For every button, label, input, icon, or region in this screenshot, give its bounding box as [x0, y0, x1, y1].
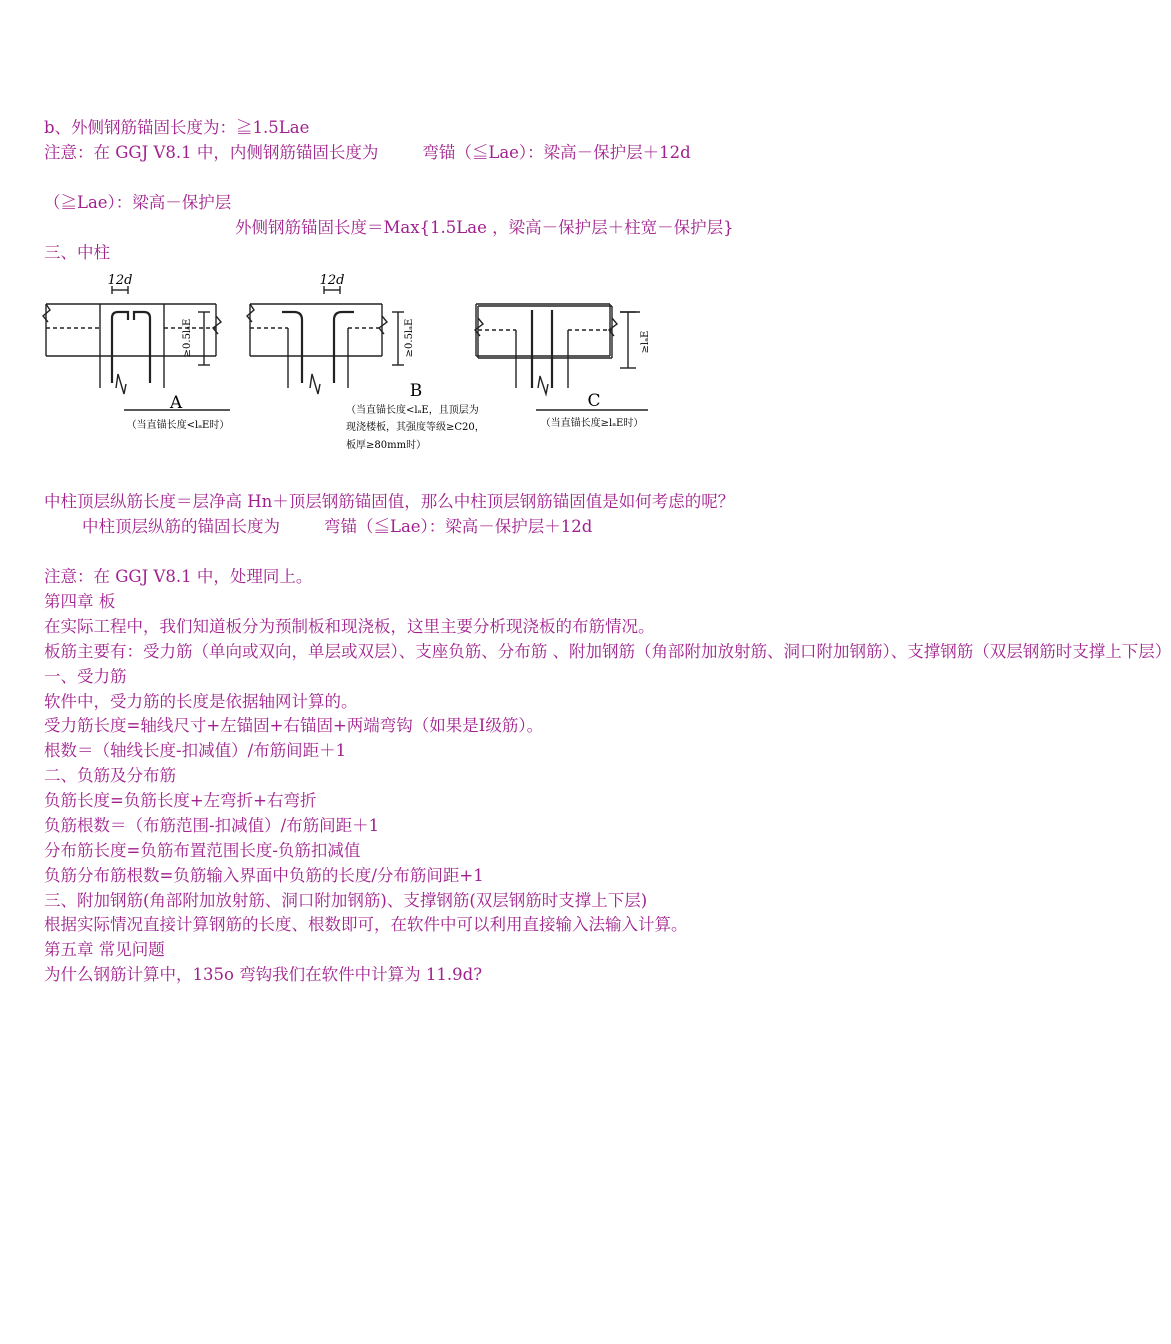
text-line: 外侧钢筋锚固长度＝Max{1.5Lae ，梁高－保护层＋柱宽－保护层}	[235, 218, 734, 237]
text-line: 负筋长度=负筋长度+左弯折+右弯折	[44, 791, 317, 810]
text-line: 软件中，受力筋的长度是依据轴网计算的。	[44, 692, 358, 711]
figure-a-label: A	[169, 393, 183, 413]
text-line: 受力筋长度=轴线尺寸+左锚固+右锚固+两端弯钩（如果是Ⅰ级筋）。	[44, 716, 544, 735]
text-line	[82, 515, 592, 540]
text-line: b、外侧钢筋锚固长度为：≧1.5Lae	[44, 118, 310, 137]
figure-a-dim: ≥0.5lₐE	[182, 318, 193, 358]
figure-a-caption: （当直锚长度<lₐE时）	[126, 420, 230, 431]
figure-b-dim: ≥0.5lₐE	[404, 318, 415, 358]
figure-b-caption-1: （当直锚长度<lₐE，且顶层为	[346, 405, 479, 416]
section-heading: 三、附加钢筋(角部附加放射筋、洞口附加钢筋)、支撑钢筋(双层钢筋时支撑上下层)	[44, 891, 648, 910]
column-anchorage-figure-labels	[40, 268, 485, 458]
figure-c-label: C	[587, 391, 601, 411]
figure-c-caption: （当直锚长度≥lₐE时）	[540, 418, 644, 429]
text-line: 在实际工程中，我们知道板分为预制板和现浇板，这里主要分析现浇板的布筋情况。	[44, 617, 655, 636]
text-span: 弯锚（≦Lae）：梁高－保护层＋12d	[324, 517, 593, 536]
chapter-heading: 第五章 常见问题	[44, 940, 165, 959]
text-line: 根据实际情况直接计算钢筋的长度、根数即可，在软件中可以利用直接输入法输入计算。	[44, 915, 688, 934]
text-span: 弯锚（≦Lae）：梁高－保护层＋12d	[422, 143, 691, 162]
figure-b-label: B	[409, 381, 423, 401]
text-line: 注意：在 GGJ V8.1 中，处理同上。	[44, 567, 313, 586]
section-heading: 三、中柱	[44, 243, 110, 262]
figure-c-dim: ≥lₐE	[640, 330, 651, 354]
figure-a-bend: 12d	[107, 273, 133, 288]
section-heading: 一、受力筋	[44, 667, 127, 686]
text-line: 为什么钢筋计算中，135o 弯钩我们在软件中计算为 11.9d?	[44, 965, 483, 984]
figure-b-caption-3: 板厚≥80mm时）	[346, 440, 427, 451]
text-line: 分布筋长度=负筋布置范围长度-负筋扣减值	[44, 841, 361, 860]
text-line: 根数＝（轴线长度-扣减值）/布筋间距＋1	[44, 741, 347, 760]
text-line: 负筋根数＝（布筋范围-扣减值）/布筋间距＋1	[44, 816, 380, 835]
text-line: 中柱顶层纵筋长度＝层净高 Hn＋顶层钢筋锚固值，那么中柱顶层钢筋锚固值是如何考虑的呢？	[44, 492, 735, 511]
text-line: （≧Lae）：梁高－保护层	[44, 193, 232, 212]
text-line	[44, 141, 691, 166]
text-span: 注意：在 GGJ V8.1 中，内侧钢筋锚固长度为	[44, 143, 379, 162]
text-line: 负筋分布筋根数=负筋输入界面中负筋的长度/分布筋间距+1	[44, 866, 484, 885]
column-anchorage-figure-right	[470, 296, 670, 466]
text-span: 中柱顶层纵筋的锚固长度为	[82, 517, 280, 536]
figure-b-bend: 12d	[319, 273, 345, 288]
figure-b-caption-2: 现浇楼板，其强度等级≥C20，	[346, 422, 485, 433]
section-heading: 二、负筋及分布筋	[44, 766, 176, 785]
text-line: 板筋主要有：受力筋（单向或双向，单层或双层）、支座负筋、分布筋 、附加钢筋（角部附加放射筋、洞口附加钢筋）、支撑钢筋（双层钢筋时支撑上下层）	[44, 642, 1171, 661]
chapter-heading: 第四章 板	[44, 592, 116, 611]
